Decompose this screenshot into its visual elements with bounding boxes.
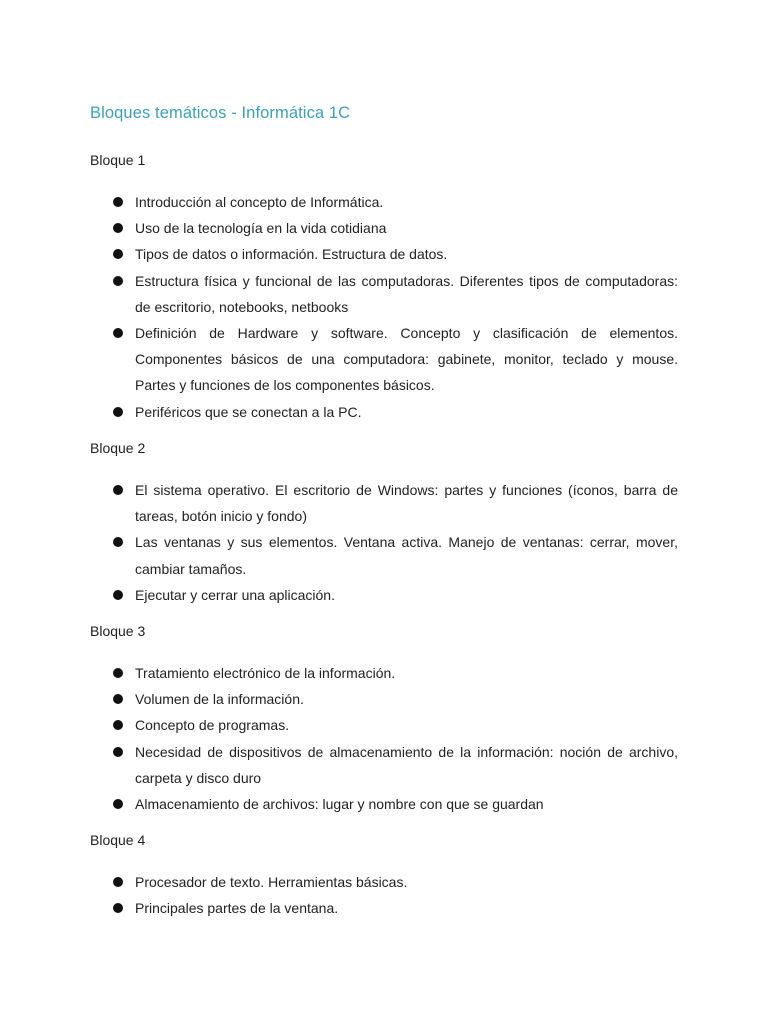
- bullet-icon: [113, 249, 123, 259]
- bullet-icon: [113, 276, 123, 286]
- section-heading: Bloque 3: [90, 623, 146, 639]
- list-item-text: Periféricos que se conectan a la PC.: [135, 403, 362, 420]
- section-heading: Bloque 2: [90, 440, 146, 456]
- bullet-icon: [113, 877, 123, 887]
- list-item-text: Uso de la tecnología en la vida cotidiana: [135, 220, 387, 237]
- list-item: [90, 582, 678, 608]
- bullet-icon: [113, 720, 123, 730]
- list-item: [90, 477, 678, 529]
- bullet-icon: [113, 694, 123, 704]
- list-item: [90, 268, 678, 320]
- document-title: Bloques temáticos - Informática 1C: [90, 104, 351, 122]
- list-item: [90, 739, 678, 791]
- list-item-text: Tratamiento electrónico de la información.: [135, 665, 396, 681]
- bullet-icon: [113, 328, 123, 338]
- bullet-icon: [113, 223, 123, 233]
- section-bloque-2: [90, 438, 678, 608]
- list-item-text: El sistema operativo. El escritorio de Windows: partes y funciones (íconos, barra de tareas, botón inicio y fondo): [135, 482, 678, 525]
- list-item-text: Estructura física y funcional de las computadoras. Diferentes tipos de computadoras: de escritorio, notebooks, netbooks: [135, 272, 678, 315]
- section-heading: Bloque 4: [90, 832, 146, 848]
- list-item-text: Procesador de texto. Herramientas básicas.: [135, 874, 408, 890]
- list-item-text: Volumen de la información.: [135, 691, 304, 708]
- list-item: [90, 189, 678, 215]
- bullet-list: [90, 869, 678, 921]
- bullet-icon: [113, 903, 123, 913]
- list-item-text: Necesidad de dispositivos de almacenamiento de la información: noción de archivo, carpeta y disco duro: [135, 743, 678, 786]
- list-item: [90, 241, 678, 267]
- list-item: [90, 895, 678, 921]
- bullet-icon: [113, 747, 123, 757]
- list-item-text: Ejecutar y cerrar una aplicación.: [135, 586, 335, 603]
- section-bloque-4: [90, 830, 678, 921]
- bullet-icon: [113, 590, 123, 600]
- bullet-list: [90, 477, 678, 608]
- list-item: [90, 320, 678, 399]
- list-item: [90, 529, 678, 581]
- bullet-icon: [113, 668, 123, 678]
- list-item: [90, 215, 678, 241]
- list-item: [90, 869, 678, 895]
- list-item-text: Tipos de datos o información. Estructura de datos.: [135, 246, 448, 263]
- list-item: [90, 791, 678, 817]
- list-item: [90, 712, 678, 738]
- bullet-list: [90, 189, 678, 425]
- bullet-list: [90, 660, 678, 817]
- list-item: [90, 686, 678, 712]
- list-item: [90, 399, 678, 425]
- list-item-text: Definición de Hardware y software. Concepto y clasificación de elementos. Componentes básicos de una computadora: gabinete, monitor, teclado y mouse. Partes y funciones de los componentes básicos.: [135, 325, 678, 394]
- bullet-icon: [113, 799, 123, 809]
- list-item-text: Introducción al concepto de Informática.: [135, 194, 384, 210]
- bullet-icon: [113, 485, 123, 495]
- list-item-text: Las ventanas y sus elementos. Ventana activa. Manejo de ventanas: cerrar, mover, cambiar tamaños.: [135, 534, 678, 577]
- section-heading: Bloque 1: [90, 152, 146, 168]
- section-bloque-3: [90, 621, 678, 817]
- section-bloque-1: [90, 150, 678, 425]
- bullet-icon: [113, 537, 123, 547]
- bullet-icon: [113, 407, 123, 417]
- list-item-text: Concepto de programas.: [135, 717, 290, 734]
- list-item: [90, 660, 678, 686]
- list-item-text: Almacenamiento de archivos: lugar y nombre con que se guardan: [135, 796, 544, 813]
- list-item-text: Principales partes de la ventana.: [135, 900, 339, 917]
- bullet-icon: [113, 197, 123, 207]
